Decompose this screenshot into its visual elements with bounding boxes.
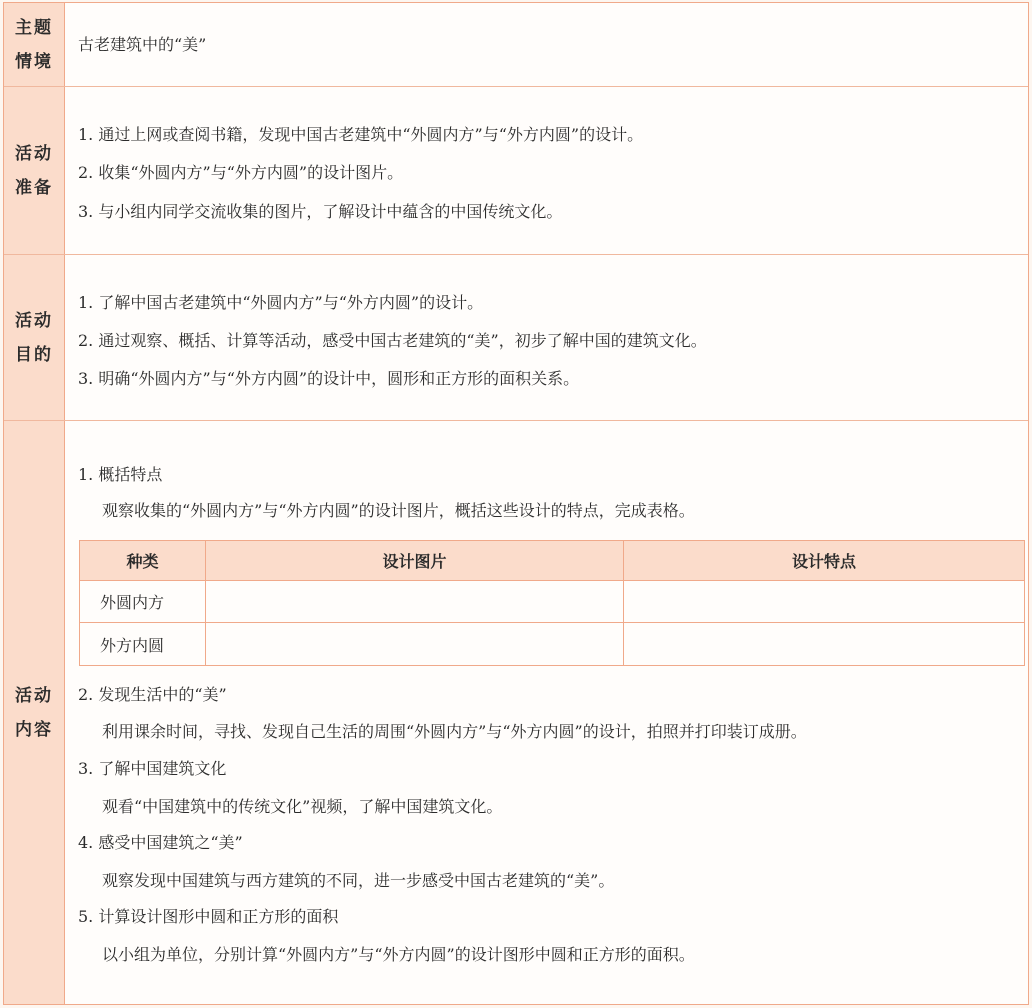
step-title: 1. 概括特点 <box>78 465 163 484</box>
table-row <box>80 581 1024 623</box>
label-line: 活动 <box>15 143 53 164</box>
feature-cell[interactable] <box>624 581 1024 622</box>
content-label <box>4 421 65 1004</box>
kind-cell: 外圆内方 <box>80 581 206 622</box>
header-image: 设计图片 <box>206 541 624 580</box>
step-desc: 观看“中国建筑中的传统文化”视频，了解中国建筑文化。 <box>102 797 503 816</box>
kind-cell: 外方内圆 <box>80 623 206 665</box>
feature-cell[interactable] <box>624 623 1024 665</box>
image-cell[interactable] <box>206 581 624 622</box>
step-desc: 观察发现中国建筑与西方建筑的不同，进一步感受中国古老建筑的“美”。 <box>102 871 615 890</box>
prep-item: 3. 与小组内同学交流收集的图片，了解设计中蕴含的中国传统文化。 <box>78 202 563 221</box>
step-title: 2. 发现生活中的“美” <box>78 685 227 704</box>
prep-item: 2. 收集“外圆内方”与“外方内圆”的设计图片。 <box>78 163 404 182</box>
step-desc: 观察收集的“外圆内方”与“外方内圆”的设计图片，概括这些设计的特点，完成表格。 <box>102 501 695 520</box>
goal-item: 1. 了解中国古老建筑中“外圆内方”与“外方内圆”的设计。 <box>78 293 484 312</box>
theme-label <box>4 3 65 86</box>
features-table-header <box>80 541 1024 581</box>
activity-table <box>3 2 1029 1005</box>
label-line: 主题 <box>15 17 53 38</box>
label-line: 准备 <box>15 177 53 198</box>
goal-label <box>4 255 65 420</box>
label-line: 情境 <box>15 51 53 72</box>
label-line: 活动 <box>15 310 53 331</box>
content-row <box>4 421 1028 1004</box>
features-table <box>79 540 1025 666</box>
step-title: 4. 感受中国建筑之“美” <box>78 833 243 852</box>
label-line: 内容 <box>15 719 53 740</box>
step-title: 3. 了解中国建筑文化 <box>78 759 227 778</box>
prep-item: 1. 通过上网或查阅书籍，发现中国古老建筑中“外圆内方”与“外方内圆”的设计。 <box>78 125 644 144</box>
header-kind: 种类 <box>80 541 206 580</box>
step-desc: 以小组为单位，分别计算“外圆内方”与“外方内圆”的设计图形中圆和正方形的面积。 <box>102 945 695 964</box>
image-cell[interactable] <box>206 623 624 665</box>
goal-row <box>4 255 1028 421</box>
theme-row <box>4 3 1028 87</box>
goal-item: 2. 通过观察、概括、计算等活动，感受中国古老建筑的“美”，初步了解中国的建筑文化。 <box>78 331 707 350</box>
label-line: 目的 <box>15 344 53 365</box>
goal-item: 3. 明确“外圆内方”与“外方内圆”的设计中，圆形和正方形的面积关系。 <box>78 369 580 388</box>
theme-text: 古老建筑中的“美” <box>78 35 207 54</box>
step-desc: 利用课余时间，寻找、发现自己生活的周围“外圆内方”与“外方内圆”的设计，拍照并打印装订成册。 <box>102 722 807 741</box>
prep-row <box>4 87 1028 255</box>
table-row <box>80 623 1024 665</box>
prep-label <box>4 87 65 254</box>
label-line: 活动 <box>15 685 53 706</box>
header-feature: 设计特点 <box>791 552 856 571</box>
step-title: 5. 计算设计图形中圆和正方形的面积 <box>78 907 339 926</box>
